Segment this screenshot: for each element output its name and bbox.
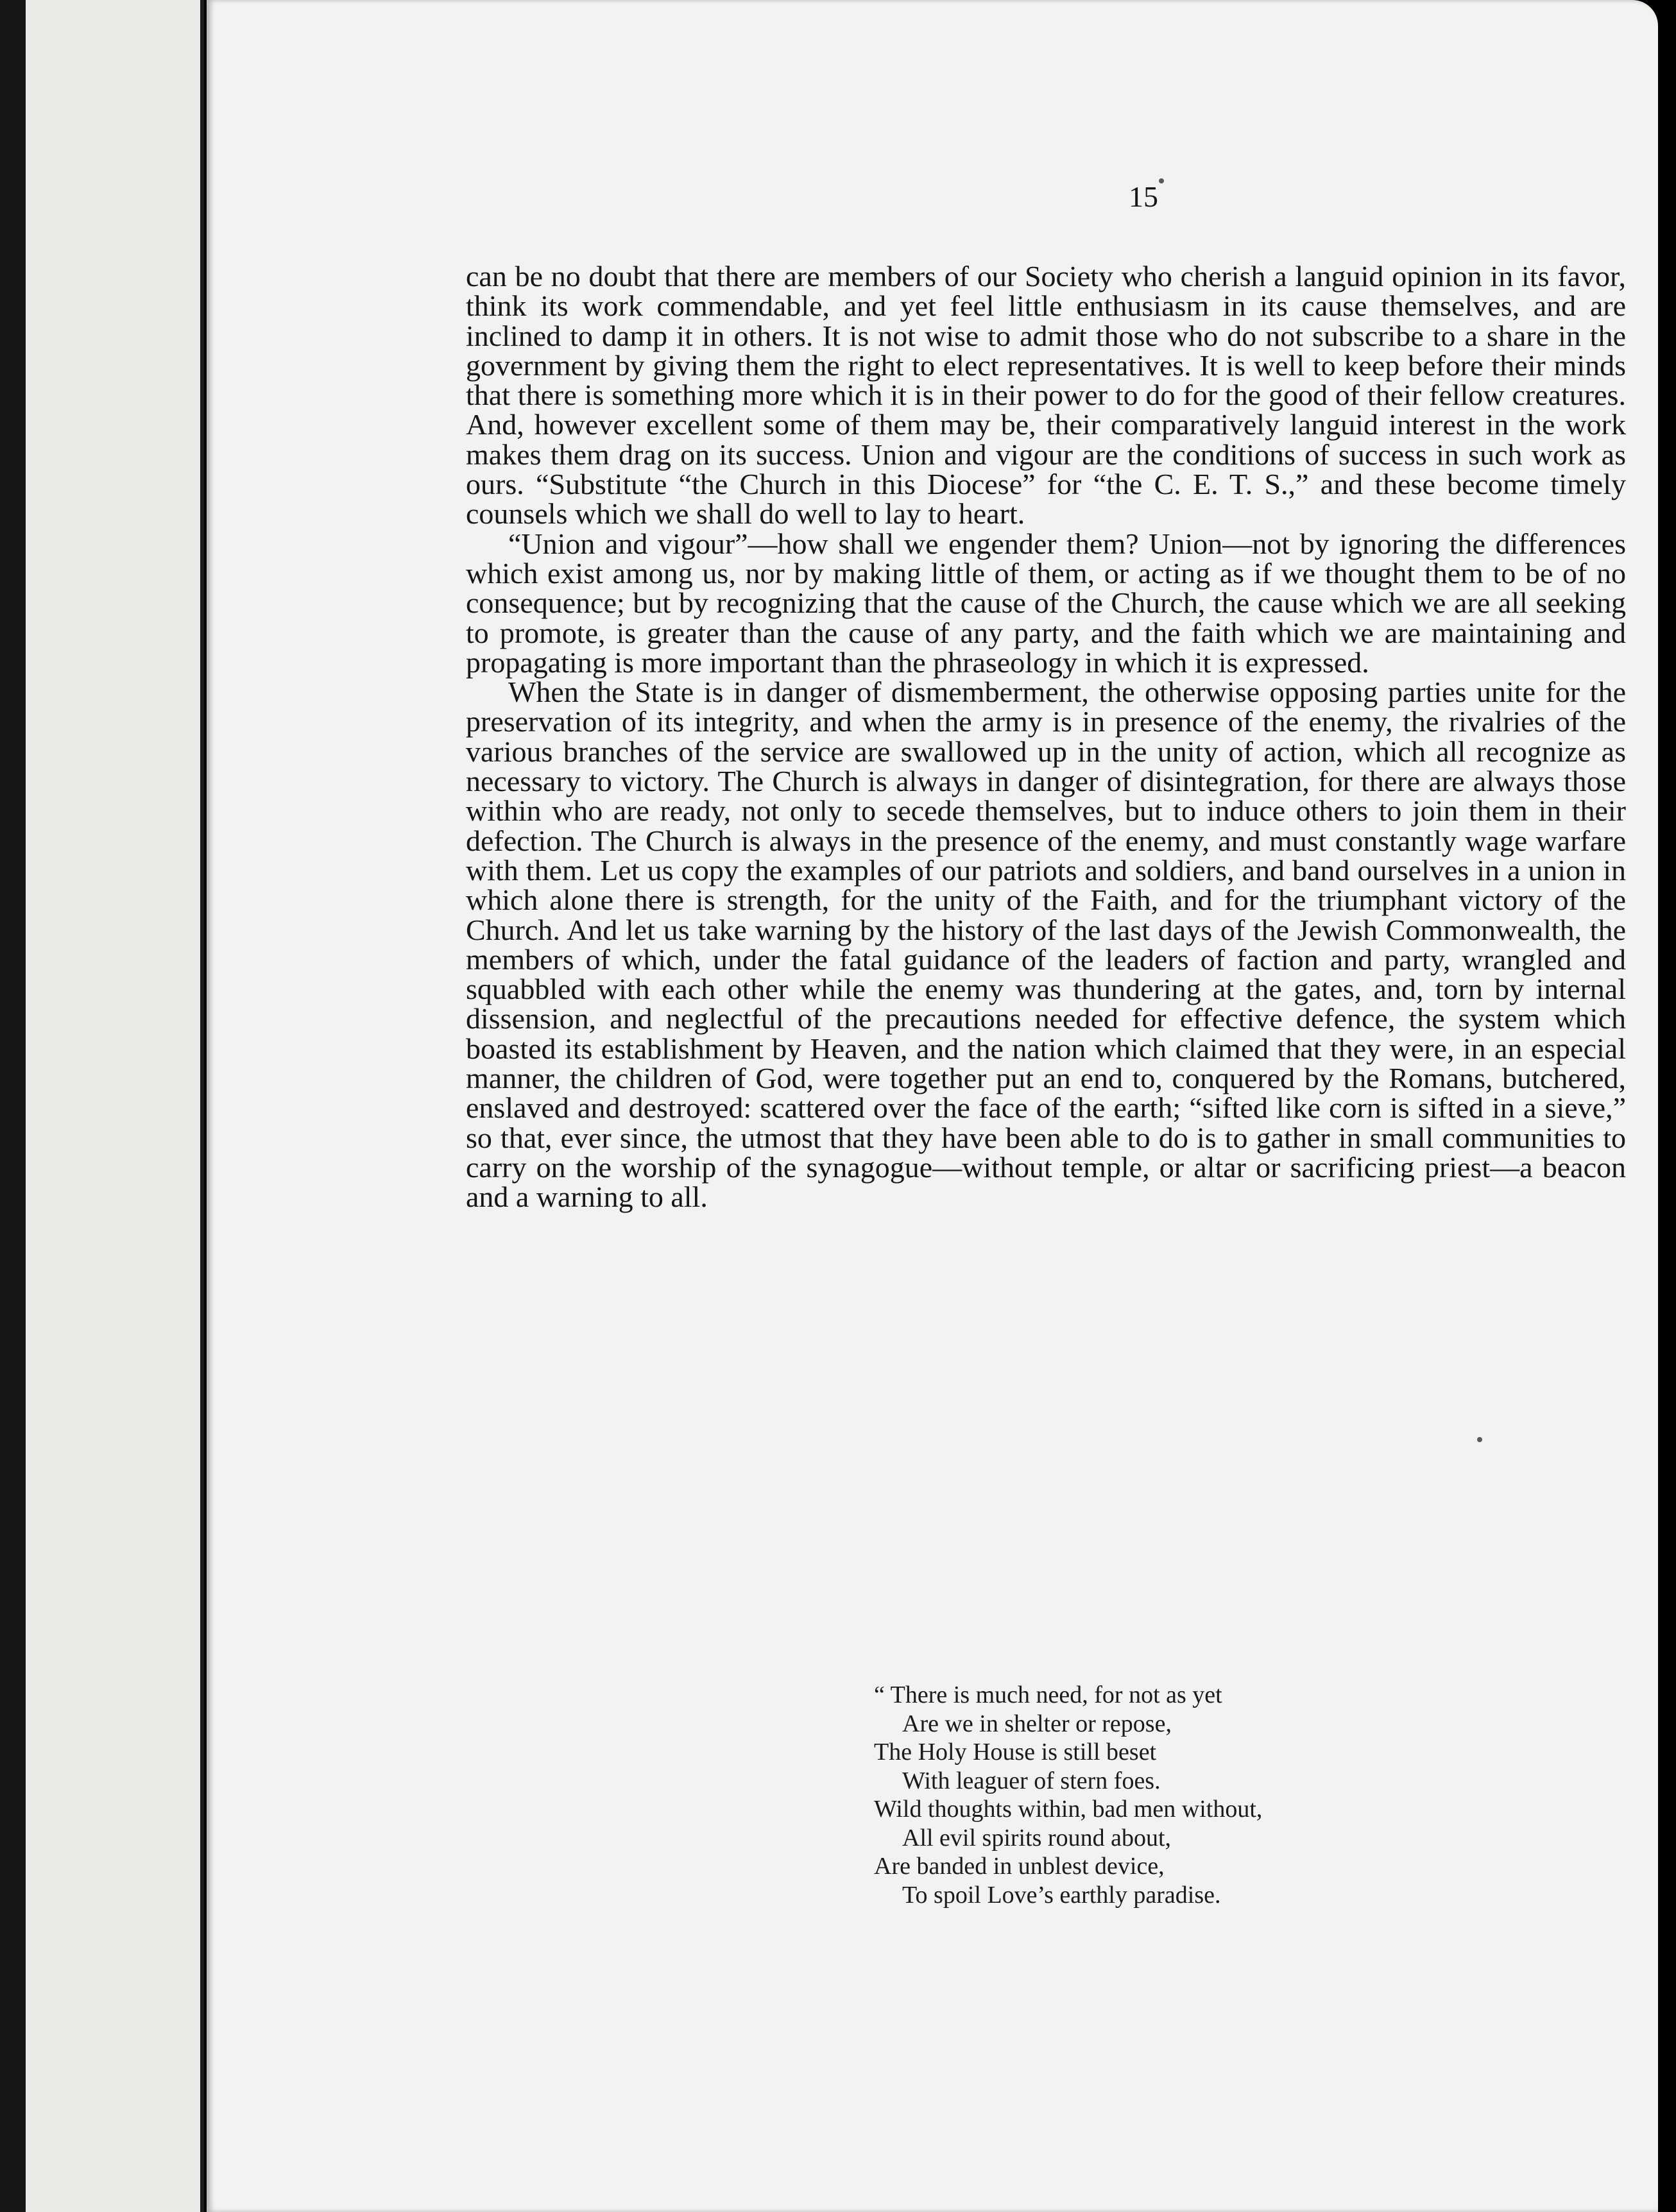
paper-speck	[1477, 1437, 1482, 1442]
page-number: 15	[1129, 180, 1158, 213]
book-page	[207, 0, 1658, 2212]
poem-quotation	[874, 1681, 1451, 1909]
paragraph-1: can be no doubt that there are members of our Society who cherish a languid opinion in its favor, think its work commendable, and yet feel little enthusiasm in its cause themselves, and are inclined to damp it in others. It is not wise to admit those who do not subscribe to a share in the government by giving them the right to elect representatives. It is well to keep before their minds that there is something more which it is in their power to do for the good of their fellow creatures. And, however excellent some of them may be, their comparatively languid interest in the work makes them drag on its success. Union and vigour are the conditions of success in such work as ours. “Substitute “the Church in this Diocese” for “the C. E. T. S.,” and these become timely counsels which we shall do well to lay to heart.	[466, 260, 1626, 531]
poem-line: Are banded in unblest device,	[874, 1853, 1165, 1880]
paragraph-2: “Union and vigour”—how shall we engender them? Union—not by ignoring the differences which exist among us, nor by making little of them, or acting as if we thought them to be of no consequence; but by recognizing that the cause of the Church, the cause which we are all seeking to promote, is greater than the cause of any party, and the faith which we are maintaining and propagating is more important than the phraseology in which it is expressed.	[466, 527, 1626, 679]
poem-line: To spoil Love’s earthly paradise.	[902, 1881, 1221, 1909]
poem-line: All evil spirits round about,	[902, 1824, 1172, 1851]
poem-line: “ There is much need, for not as yet	[874, 1681, 1222, 1708]
poem-line: Wild thoughts within, bad men without,	[874, 1796, 1263, 1823]
gutter-shadow	[0, 0, 26, 2212]
paper-speck	[1159, 178, 1164, 183]
poem-line: The Holy House is still beset	[874, 1739, 1157, 1765]
facing-page-stub	[0, 0, 204, 2212]
poem-line: With leaguer of stern foes.	[902, 1767, 1161, 1794]
body-text	[466, 262, 1626, 1212]
paragraph-3: When the State is in danger of dismemberment, the otherwise opposing parties unite for the preservation of its integrity, and when the army is in presence of the enemy, the rivalries of the various branches of the service are swallowed up in the unity of action, which all recognize as necessary to victory. The Church is always in danger of disintegration, for there are always those within who are ready, not only to secede themselves, but to induce others to join them in their defection. The Church is always in the presence of the enemy, and must constantly wage warfare with them. Let us copy the examples of our patriots and soldiers, and band ourselves in a union in which alone there is strength, for the unity of the Faith, and for the triumphant victory of the Church. And let us take warning by the history of the last days of the Jewish Commonwealth, the members of which, under the fatal guidance of the leaders of faction and party, wrangled and squabbled with each other while the enemy was thundering at the gates, and, torn by internal dissension, and neglectful of the precautions needed for effective defence, the system which boasted its establishment by Heaven, and the nation which claimed that they were, in an especial manner, the children of God, were together put an end to, conquered by the Romans, butchered, enslaved and destroyed: scattered over the face of the earth; “sifted like corn is sifted in a sieve,” so that, ever since, the utmost that they have been able to do is to gather in small communities to carry on the worship of the synagogue—without temple, or altar or sacrificing priest—a beacon and a warning to all.	[466, 676, 1626, 1214]
poem-line: Are we in shelter or repose,	[902, 1710, 1172, 1737]
